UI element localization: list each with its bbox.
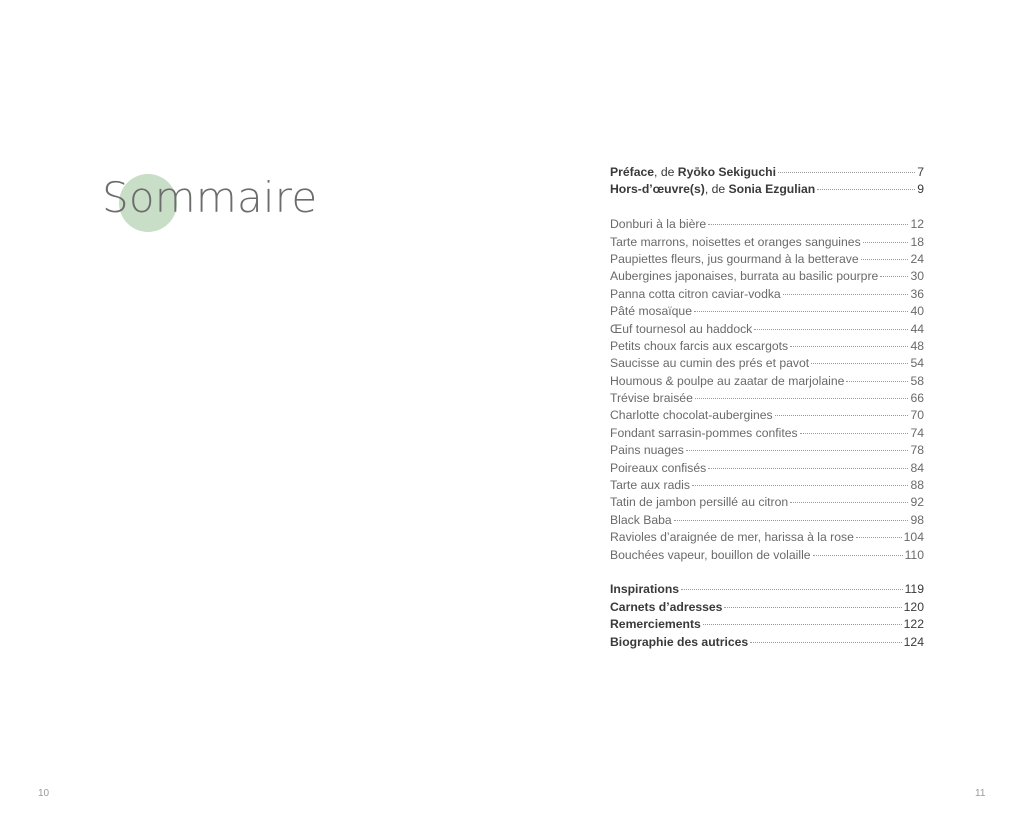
toc-entry [610,181,924,198]
dot-leader [681,589,902,590]
toc-entry-title-text: Aubergines japonaises, burrata au basilic pourpre [610,269,879,284]
dot-leader [880,276,908,277]
dot-leader [856,537,902,538]
toc-entry-title [610,477,690,494]
toc-entry [610,425,924,442]
toc-entry-title-text: Petits choux farcis aux escargots [610,338,789,353]
toc-recipes [610,216,924,564]
dot-leader [695,398,909,399]
toc-entry-title-text: Carnets d’adresses [610,599,723,614]
dot-leader [686,450,909,451]
toc-entry-title-text: Paupiettes fleurs, jus gourmand à la betterave [610,251,859,266]
dot-leader [775,415,909,416]
toc-entry-page: 18 [910,234,924,249]
toc-entry-page: 84 [910,460,924,475]
toc-entry-title [610,581,679,598]
toc-entry-title-part: Hors-d’œuvre(s) [610,182,705,197]
toc-spacer [610,564,924,581]
toc-entry-title-text: Ravioles d’araignée de mer, harissa à la rose [610,530,854,545]
page-title: Sommaire [102,173,318,222]
toc-entry-title [610,634,748,651]
dot-leader [724,607,901,608]
toc-entry-page: 36 [910,286,924,301]
toc-entry-page: 120 [903,599,924,614]
toc-front-matter [610,164,924,199]
toc-entry-title-text: Remerciements [610,617,701,632]
toc-entry-title-part: , de [704,182,729,197]
toc-entry-title-text: Houmous & poulpe au zaatar de marjolaine [610,373,845,388]
toc-entry-page: 24 [910,251,924,266]
toc-entry-page: 98 [910,512,924,527]
toc-entry-title-text: Trévise braisée [610,391,693,406]
toc-spacer [610,199,924,216]
page-number-right: 11 [975,788,986,799]
dot-leader [754,329,908,330]
toc-entry-title-text: Donburi à la bière [610,217,707,232]
toc-entry-title [610,512,672,529]
toc-entry [610,442,924,459]
toc-entry-title [610,529,854,546]
toc-entry [610,373,924,390]
toc-entry-title [610,373,844,390]
toc-entry [610,512,924,529]
toc-entry-title [610,216,706,233]
toc-entry [610,268,924,285]
toc-entry-page: 110 [904,547,924,562]
dot-leader [863,242,909,243]
dot-leader [790,346,908,347]
toc-entry-page: 12 [910,217,924,232]
toc-entry-title-text: Saucisse au cumin des prés et pavot [610,356,810,371]
toc-entry-page: 124 [903,634,924,649]
toc-entry-title [610,390,693,407]
dot-leader [694,311,908,312]
toc-entry-page: 119 [904,582,924,597]
toc-entry-title-text: Pâté mosaïque [610,304,692,319]
toc-entry-title-part: Ryōko Sekiguchi [677,165,776,179]
toc-entry [610,407,924,424]
toc-entry-title [610,547,811,564]
toc-entry [610,529,924,546]
toc-entry [610,460,924,477]
toc-entry-page: 122 [903,617,924,632]
toc-entry-title [610,616,701,633]
toc-entry-title-text: Black Baba [610,512,672,527]
toc-entry-title [610,407,773,424]
toc-entry-title [610,268,878,285]
toc-entry [610,390,924,407]
toc-entry [610,547,924,564]
toc-entry-title [610,599,722,616]
dot-leader [674,520,909,521]
toc-entry [610,216,924,233]
dot-leader [708,468,908,469]
toc-entry-page: 54 [910,356,924,371]
toc-entry-page: 70 [910,408,924,423]
toc-entry-title [610,303,692,320]
dot-leader [811,363,908,364]
dot-leader [813,555,903,556]
dot-leader [703,624,902,625]
dot-leader [692,485,909,486]
toc-entry [610,286,924,303]
dot-leader [861,259,909,260]
toc-entry-page: 9 [917,182,924,197]
dot-leader [846,381,908,382]
toc-entry [610,599,924,616]
toc-entry-title [610,494,788,511]
toc-entry [610,338,924,355]
toc-back-matter [610,581,924,651]
toc-entry-title-text: Biographie des autrices [610,634,749,649]
toc-entry-title [610,321,752,338]
toc-entry-page: 104 [903,530,924,545]
toc-entry-title-text: Inspirations [610,582,680,597]
toc-entry-title-text: Tarte aux radis [610,478,690,493]
dot-leader [750,642,901,643]
toc-entry-title [610,251,859,268]
toc-entry [610,494,924,511]
toc-entry [610,303,924,320]
toc-entry-title [610,181,815,198]
toc-entry-title [610,164,776,181]
toc-entry-page: 88 [910,478,924,493]
toc-entry-page: 66 [910,391,924,406]
toc-entry-title [610,234,861,251]
toc-entry-title-text: Tarte marrons, noisettes et oranges sanguines [610,234,861,249]
toc-entry-title-text: Poireaux confisés [610,460,707,475]
toc-entry-title [610,425,798,442]
toc-entry-page: 40 [910,304,924,319]
toc-entry-title-text: Œuf tournesol au haddock [610,321,753,336]
dot-leader [708,224,908,225]
toc-entry-title [610,286,781,303]
dot-leader [790,502,908,503]
toc-entry [610,355,924,372]
toc-entry [610,477,924,494]
toc-entry-title-text: Tatin de jambon persillé au citron [610,495,789,510]
toc-entry-page: 74 [910,425,924,440]
toc-entry-title-text: Panna cotta citron caviar-vodka [610,286,781,301]
toc-entry-page: 44 [910,321,924,336]
toc-entry [610,234,924,251]
toc-entry [610,581,924,598]
toc-entry [610,616,924,633]
toc-entry [610,251,924,268]
toc-entry-title-part: , de [654,165,678,179]
toc-entry-title [610,442,684,459]
toc-entry-title [610,338,788,355]
toc-entry-title-text: Bouchées vapeur, bouillon de volaille [610,547,811,562]
toc-entry-title [610,355,809,372]
toc-entry-page: 48 [910,338,924,353]
dot-leader [817,189,915,190]
table-of-contents [610,164,924,651]
toc-entry-title-part: Sonia Ezgulian [728,182,816,197]
toc-entry [610,164,924,181]
toc-entry-page: 30 [910,269,924,284]
toc-entry-title-text: Charlotte chocolat-aubergines [610,408,773,423]
toc-entry-title-text: Pains nuages [610,443,684,458]
dot-leader [783,294,909,295]
dot-leader [778,172,915,173]
dot-leader [800,433,909,434]
toc-entry-page: 92 [910,495,924,510]
toc-entry-title-part: Préface [610,165,655,179]
toc-entry [610,634,924,651]
toc-entry-page: 78 [910,443,924,458]
toc-entry-page: 7 [917,165,924,179]
page-number-left: 10 [38,788,50,799]
toc-entry [610,321,924,338]
toc-entry-title-text: Fondant sarrasin-pommes confites [610,425,798,440]
toc-entry-page: 58 [910,373,924,388]
toc-entry-title [610,460,706,477]
